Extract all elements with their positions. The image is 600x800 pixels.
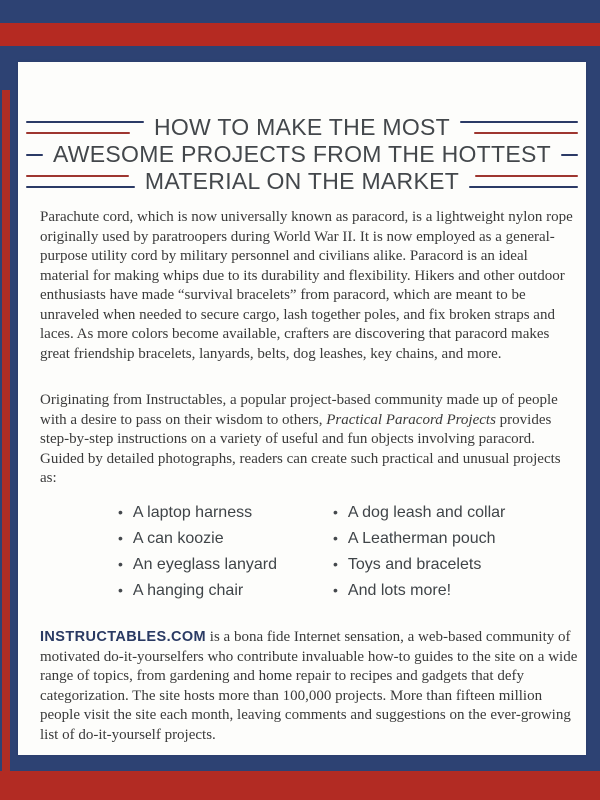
rule-blue xyxy=(469,186,578,188)
headline-line-1: HOW TO MAKE THE MOST xyxy=(153,114,451,140)
list-item xyxy=(118,582,333,599)
rule-red xyxy=(475,175,578,177)
rule-red xyxy=(26,132,130,134)
rule-blue xyxy=(561,154,578,156)
list-item xyxy=(118,556,333,573)
bullet-icon: • xyxy=(118,530,123,546)
list-item xyxy=(333,530,580,547)
bullet-icon: • xyxy=(118,504,123,520)
bullet-label: A hanging chair xyxy=(132,582,244,599)
intro-text: Parachute cord, which is now universally known as paracord, is a lightweight nylon rope originally used by paratroopers during World War II. It is now employed as a general-purpose utility cord by military personnel and civilians alike. Paracord is an ideal material for making whips due to its durability and flexibility. Hikers and other outdoor enthusiasts have made “survival bracelets” from paracord, which are meant to be unraveled when needed to secure cargo, lash together poles, and fix broken straps and laces. As more colors become available, crafters are discovering that paracord makes great friendship bracelets, lanyards, belts, dog leashes, key chains, and more. xyxy=(40,209,573,362)
headline-rules-right-2 xyxy=(561,154,578,156)
bullet-column-right xyxy=(333,504,580,599)
brand-text: is a bona fide Internet sensation, a web-based community of motivated do-it-yourselfers who contribute invaluable how-to guides to the site on a wide range of topics, from gardening and home repair to recipes and gadgets that defy categorization. The site hosts more than 100,000 projects. More than fifteen million people visit the site each month, leaving comments and suggestions on the ever-growing list of do-it-yourself projects. xyxy=(40,629,578,743)
bullet-icon: • xyxy=(333,582,338,598)
bullet-icon: • xyxy=(118,556,123,572)
headline-row-2 xyxy=(26,141,578,168)
list-item xyxy=(118,504,333,521)
book-title-italic: Practical Paracord Projects xyxy=(326,411,496,428)
about-text-after: provides step-by-step instructions on a variety of useful and fun objects involving paracord. Guided by detailed photographs, readers can create such practical and unusual projects as: xyxy=(40,411,561,486)
headline-rules-right-3 xyxy=(469,175,578,188)
rule-red xyxy=(474,132,578,134)
bullet-label: And lots more! xyxy=(347,582,452,599)
headline-line-2: AWESOME PROJECTS FROM THE HOTTEST xyxy=(52,141,552,167)
list-item xyxy=(118,530,333,547)
headline-row-3 xyxy=(26,168,578,195)
bullet-label: A dog leash and collar xyxy=(347,504,506,521)
rule-blue xyxy=(26,186,135,188)
headline xyxy=(26,114,578,195)
headline-rules-left-3 xyxy=(26,175,135,188)
project-bullet-lists xyxy=(40,504,580,599)
bullet-label: A can koozie xyxy=(132,530,224,547)
headline-rules-left-2 xyxy=(26,154,43,156)
left-red-spine-stripe xyxy=(2,90,10,800)
headline-rules-left-1 xyxy=(26,121,144,134)
bullet-icon: • xyxy=(333,530,338,546)
rule-blue xyxy=(26,154,43,156)
top-red-band xyxy=(0,23,600,46)
bullet-icon: • xyxy=(333,504,338,520)
list-item xyxy=(333,556,580,573)
bullet-label: Toys and bracelets xyxy=(347,556,482,573)
about-text-before: Originating from Instructables, a popular project-based community made up of people with a desire to pass on their wisdom to others, xyxy=(40,392,558,428)
headline-line-3: MATERIAL ON THE MARKET xyxy=(144,168,460,194)
bullet-column-left xyxy=(118,504,333,599)
rule-blue xyxy=(460,121,578,123)
list-item xyxy=(333,582,580,599)
instructables-paragraph xyxy=(40,628,580,745)
headline-rules-right-1 xyxy=(460,121,578,134)
about-paragraph xyxy=(40,391,580,489)
bullet-label: An eyeglass lanyard xyxy=(132,556,277,573)
brand-name: INSTRUCTABLES.COM xyxy=(40,629,207,645)
headline-row-1 xyxy=(26,114,578,141)
bullet-icon: • xyxy=(333,556,338,572)
list-item xyxy=(333,504,580,521)
bottom-red-band xyxy=(0,771,600,800)
intro-paragraph xyxy=(40,208,580,364)
content-panel xyxy=(18,62,586,755)
rule-red xyxy=(26,175,129,177)
bullet-label: A laptop harness xyxy=(132,504,253,521)
rule-blue xyxy=(26,121,144,123)
bullet-label: A Leatherman pouch xyxy=(347,530,496,547)
bullet-icon: • xyxy=(118,582,123,598)
